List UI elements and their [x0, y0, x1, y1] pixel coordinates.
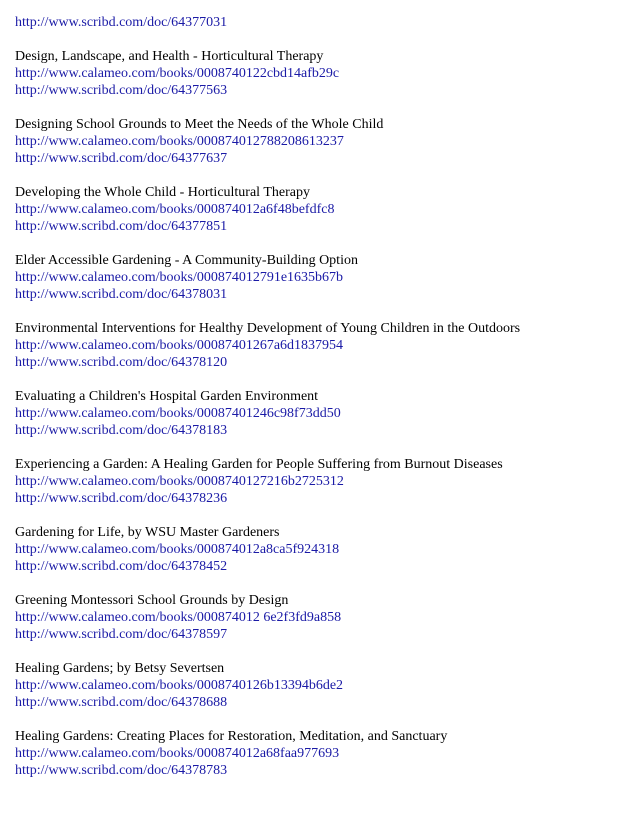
scribd-link[interactable]: http://www.scribd.com/doc/64377851 [15, 219, 228, 234]
calameo-link[interactable]: http://www.calameo.com/books/000874012a68faa977693 [15, 746, 340, 761]
resource-title: Design, Landscape, and Health - Horticultural Therapy [15, 49, 324, 64]
resource-entry [15, 320, 628, 371]
resource-title: Elder Accessible Gardening - A Community-Building Option [15, 253, 358, 268]
scribd-link[interactable]: http://www.scribd.com/doc/64378183 [15, 423, 228, 438]
calameo-link[interactable]: http://www.calameo.com/books/0008740122cbd14afb29c [15, 66, 340, 81]
scribd-link[interactable]: http://www.scribd.com/doc/64378120 [15, 355, 228, 370]
scribd-link[interactable]: http://www.scribd.com/doc/64377563 [15, 83, 228, 98]
calameo-link[interactable]: http://www.calameo.com/books/0008740126b13394b6de2 [15, 678, 344, 693]
resource-title: Gardening for Life, by WSU Master Gardeners [15, 525, 280, 540]
scribd-link[interactable]: http://www.scribd.com/doc/64378688 [15, 695, 228, 710]
calameo-link[interactable]: http://www.calameo.com/books/00087401246c98f73dd50 [15, 406, 341, 421]
resource-entry [15, 592, 628, 643]
resource-entry [15, 48, 628, 99]
resource-title: Developing the Whole Child - Horticultural Therapy [15, 185, 310, 200]
resource-entry [15, 116, 628, 167]
calameo-link[interactable]: http://www.calameo.com/books/000874012788208613237 [15, 134, 344, 149]
resource-entry [15, 184, 628, 235]
document-page [15, 14, 628, 796]
resource-entry [15, 524, 628, 575]
scribd-link[interactable]: http://www.scribd.com/doc/64378031 [15, 287, 228, 302]
scribd-link[interactable]: http://www.scribd.com/doc/64377637 [15, 151, 228, 166]
calameo-link[interactable]: http://www.calameo.com/books/00087401267a6d1837954 [15, 338, 344, 353]
resource-title: Greening Montessori School Grounds by Design [15, 593, 289, 608]
resource-title: Designing School Grounds to Meet the Needs of the Whole Child [15, 117, 384, 132]
scribd-link[interactable]: http://www.scribd.com/doc/64378597 [15, 627, 228, 642]
resource-entry [15, 252, 628, 303]
resource-title: Evaluating a Children's Hospital Garden Environment [15, 389, 319, 404]
scribd-link-lead[interactable]: http://www.scribd.com/doc/64377031 [15, 15, 228, 30]
resource-entry [15, 456, 628, 507]
resource-entry [15, 728, 628, 779]
resource-title: Healing Gardens: Creating Places for Restoration, Meditation, and Sanctuary [15, 729, 448, 744]
resource-entry [15, 388, 628, 439]
scribd-link[interactable]: http://www.scribd.com/doc/64378236 [15, 491, 228, 506]
resource-title: Healing Gardens; by Betsy Severtsen [15, 661, 225, 676]
scribd-link[interactable]: http://www.scribd.com/doc/64378783 [15, 763, 228, 778]
resource-entry [15, 660, 628, 711]
calameo-link[interactable]: http://www.calameo.com/books/000874012 6e2f3fd9a858 [15, 610, 342, 625]
resource-title: Environmental Interventions for Healthy Development of Young Children in the Outdoors [15, 321, 521, 336]
resource-title: Experiencing a Garden: A Healing Garden for People Suffering from Burnout Diseases [15, 457, 503, 472]
scribd-link[interactable]: http://www.scribd.com/doc/64378452 [15, 559, 228, 574]
calameo-link[interactable]: http://www.calameo.com/books/000874012a6f48befdfc8 [15, 202, 335, 217]
calameo-link[interactable]: http://www.calameo.com/books/0008740127216b2725312 [15, 474, 344, 489]
calameo-link[interactable]: http://www.calameo.com/books/000874012791e1635b67b [15, 270, 344, 285]
calameo-link[interactable]: http://www.calameo.com/books/000874012a8ca5f924318 [15, 542, 340, 557]
